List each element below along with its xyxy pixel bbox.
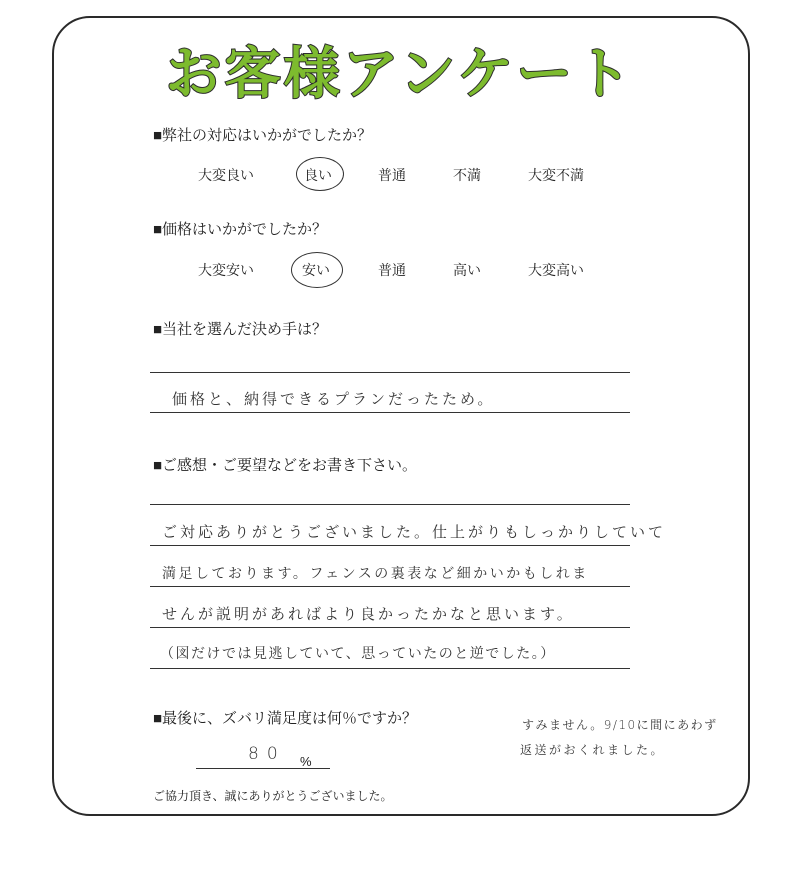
- answer-line: [150, 545, 630, 546]
- satisfaction-value: 80: [248, 744, 286, 764]
- option-price-high: 高い: [453, 262, 481, 278]
- option-price-cheap: 安い: [302, 262, 330, 278]
- option-service-normal: 普通: [378, 167, 406, 183]
- answer-line: [150, 586, 630, 587]
- option-service-bad: 不満: [453, 167, 481, 183]
- option-price-normal: 普通: [378, 262, 406, 278]
- answer-line: [150, 668, 630, 669]
- option-service-good: 良い: [304, 167, 332, 183]
- question-service: ■弊社の対応はいかがでしたか？: [153, 127, 373, 144]
- question-price: ■価格はいかがでしたか？: [153, 221, 328, 238]
- answer-line: [150, 504, 630, 505]
- comment-line-3: せんが説明があればより良かったかなと思います。: [162, 605, 575, 623]
- selection-circle: [291, 252, 343, 288]
- answer-line: [150, 372, 630, 373]
- thank-you-footer: ご協力頂き、誠にありがとうございました。: [153, 789, 393, 803]
- question-satisfaction: ■最後に、ズバリ満足度は何％ですか？: [153, 710, 418, 727]
- comment-line-1: ご対応ありがとうございました。仕上がりもしっかりしていて: [162, 523, 667, 541]
- option-price-very-high: 大変高い: [528, 262, 584, 278]
- answer-line: [150, 412, 630, 413]
- option-service-very-good: 大変良い: [198, 167, 254, 183]
- answer-line: [150, 627, 630, 628]
- percent-unit: %: [300, 754, 312, 769]
- comment-line-2: 満足しております。フェンスの裏表など細かいかもしれま: [162, 566, 589, 582]
- staff-note-line-2: 返送がおくれました。: [520, 743, 666, 757]
- option-price-very-cheap: 大変安い: [198, 262, 254, 278]
- page-title: お客様アンケート: [165, 42, 635, 107]
- comment-line-4: （図だけでは見逃していて、思っていたのと逆でした。）: [160, 646, 556, 662]
- answer-line: [196, 768, 330, 769]
- option-service-very-bad: 大変不満: [528, 167, 584, 183]
- question-comments: ■ご感想・ご要望などをお書き下さい。: [153, 457, 418, 474]
- selection-circle: [296, 157, 344, 191]
- staff-note-line-1: すみません。9/10に間にあわず: [522, 718, 718, 732]
- question-reason: ■当社を選んだ決め手は？: [153, 321, 328, 338]
- reason-answer: 価格と、納得できるプランだったため。: [172, 390, 496, 408]
